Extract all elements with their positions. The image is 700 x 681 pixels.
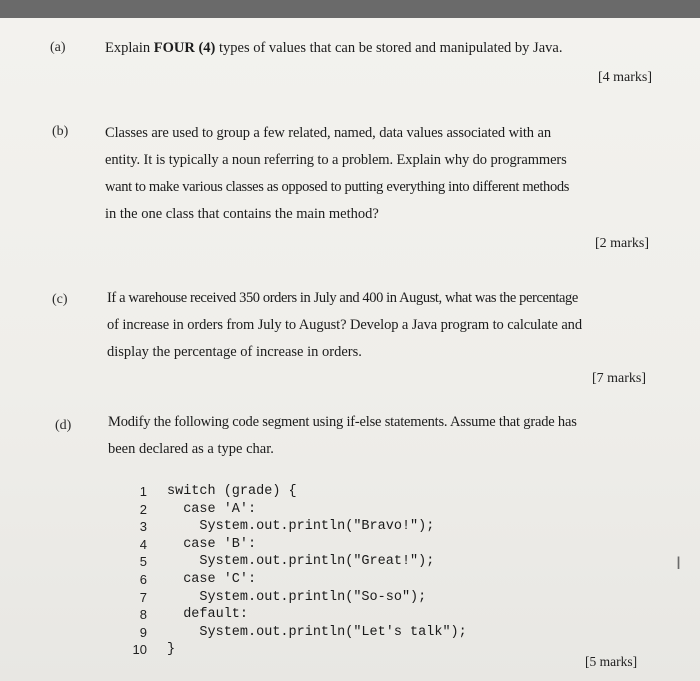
line-number: 7 — [139, 589, 147, 605]
line-number: 2 — [139, 501, 147, 517]
line-number: 10 — [132, 642, 147, 658]
code-line: case 'B': — [167, 536, 257, 552]
question-b-label: (b) — [52, 124, 69, 139]
line-number: 3 — [139, 519, 147, 535]
code-line: switch (grade) { — [167, 484, 297, 499]
code-line: case 'C': — [167, 571, 257, 587]
code-line-numbers — [127, 483, 147, 659]
question-c-marks: [7 marks] — [592, 371, 647, 386]
question-a-text — [105, 35, 665, 62]
question-d-label: (d) — [55, 418, 72, 433]
question-b-line: entity. It is typically a noun referring to a problem. Explain why do programmers — [105, 152, 567, 168]
question-c-line: display the percentage of increase in orders. — [107, 344, 362, 360]
question-c-line: of increase in orders from July to August? Develop a Java program to calculate and — [107, 317, 582, 333]
code-line: System.out.println("So-so"); — [167, 589, 427, 605]
line-number: 1 — [139, 484, 147, 499]
line-number: 4 — [139, 536, 147, 552]
question-d-text — [108, 409, 668, 463]
question-a-text-pre: Explain — [105, 40, 154, 56]
question-a-text-post: types of values that can be stored and manipulated by Java. — [215, 40, 563, 56]
code-line: System.out.println("Great!"); — [167, 554, 435, 570]
code-line: case 'A': — [167, 501, 257, 517]
question-b-line: Classes are used to group a few related, named, data values associated with an — [105, 125, 551, 141]
question-a-text-bold: FOUR (4) — [153, 40, 216, 56]
code-block — [167, 483, 467, 659]
text-cursor-icon: I — [676, 554, 682, 574]
line-number: 8 — [139, 607, 147, 623]
question-b-marks: [2 marks] — [595, 236, 650, 251]
question-d-line: Modify the following code segment using if-else statements. Assume that grade has — [108, 414, 577, 430]
question-d-line: been declared as a type char. — [108, 441, 274, 457]
code-line: System.out.println("Let's talk"); — [167, 624, 467, 640]
line-number: 6 — [139, 571, 147, 587]
code-line: } — [167, 642, 176, 658]
question-b-line: want to make various classes as opposed to putting everything into different methods — [105, 179, 570, 195]
code-line: default: — [167, 607, 249, 623]
question-c-line: If a warehouse received 350 orders in July and 400 in August, what was the percentage — [107, 290, 578, 306]
line-number: 5 — [139, 554, 147, 570]
question-b-text — [105, 120, 665, 228]
question-d-marks: [5 marks] — [585, 654, 638, 669]
question-a-marks: [4 marks] — [598, 70, 653, 85]
code-line: System.out.println("Bravo!"); — [167, 519, 435, 535]
line-number: 9 — [139, 624, 147, 640]
question-c-text — [107, 285, 667, 366]
question-b-line: in the one class that contains the main method? — [105, 206, 379, 222]
top-edge-bar — [0, 0, 700, 20]
question-a-label: (a) — [50, 40, 66, 55]
question-c-label: (c) — [52, 292, 68, 307]
